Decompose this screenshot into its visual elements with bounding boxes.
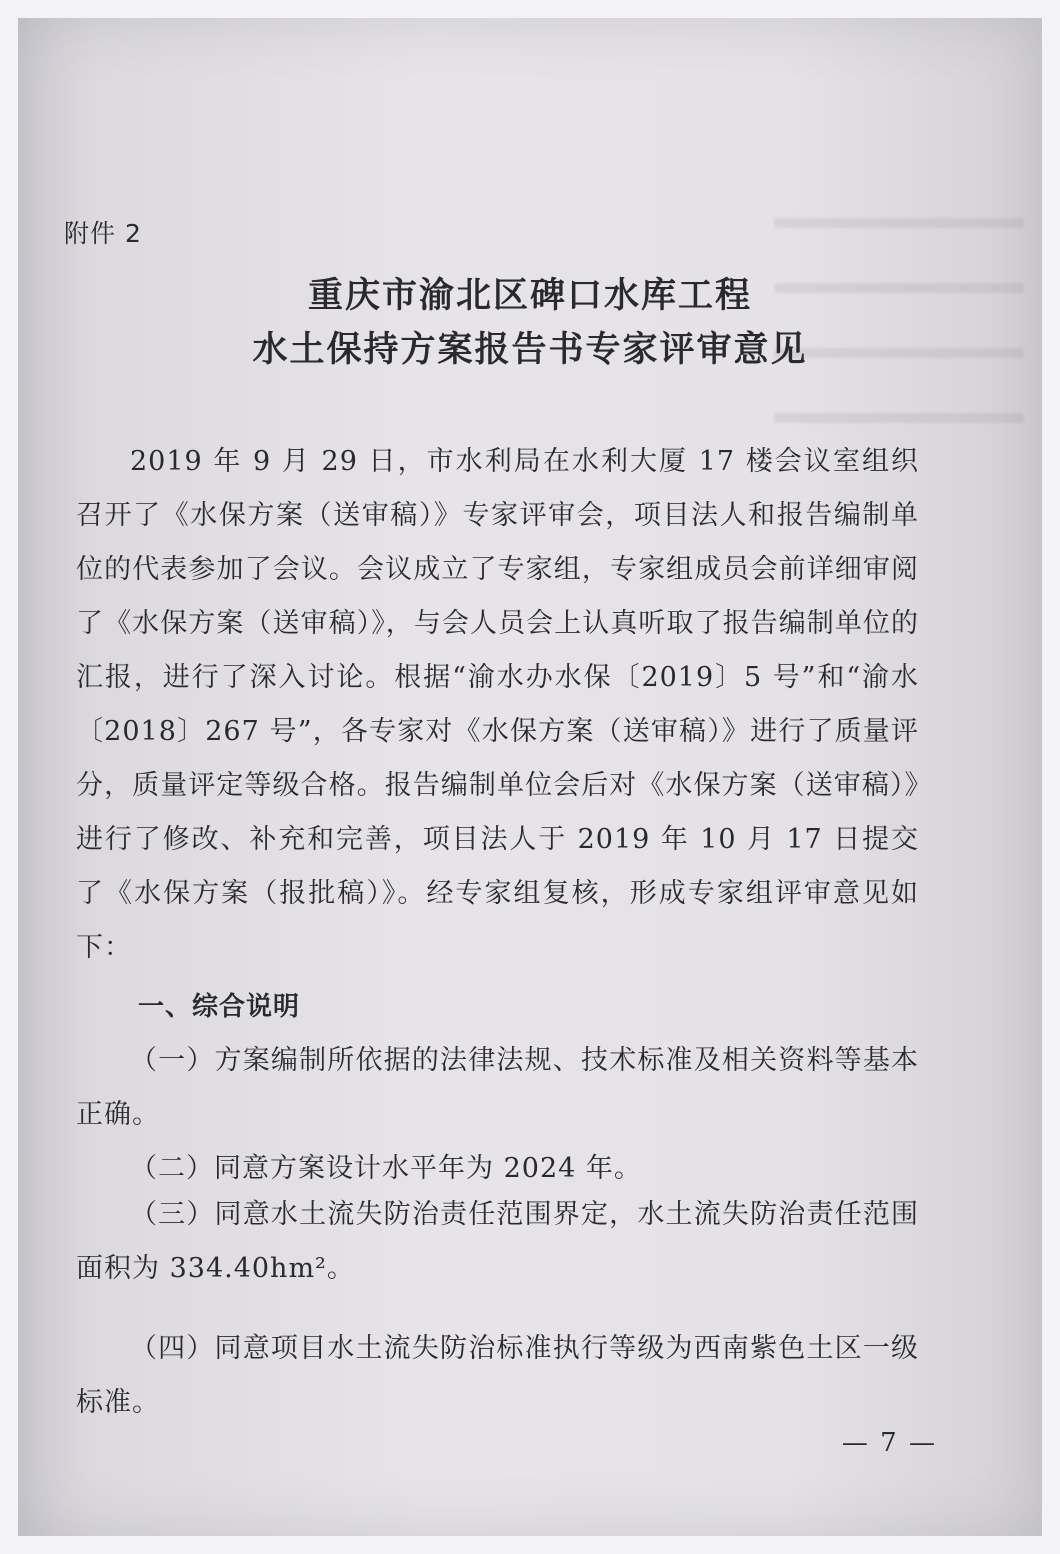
section-heading: 一、综合说明 bbox=[138, 992, 301, 1022]
document-title-line2: 水土保持方案报告书专家评审意见 bbox=[252, 330, 808, 370]
list-item: （三）同意水土流失防治责任范围界定，水土流失防治责任范围面积为 334.40hm²。 bbox=[76, 1199, 919, 1284]
document-title-line1: 重庆市渝北区碑口水库工程 bbox=[307, 276, 752, 316]
page-number: — 7 — bbox=[841, 1428, 937, 1458]
document-page bbox=[18, 18, 1042, 1536]
list-item: （一）方案编制所依据的法律法规、技术标准及相关资料等基本正确。 bbox=[76, 1045, 919, 1130]
document-photo bbox=[18, 18, 1042, 1536]
intro-paragraph: 2019 年 9 月 29 日，市水利局在水利大厦 17 楼会议室组织召开了《水保方案（送审稿）》专家评审会，项目法人和报告编制单位的代表参加了会议。会议成立了专家组，专家组成员会前详细审阅了《水保方案（送审稿）》，与会人员会上认真听取了报告编制单位的汇报，进行了深入讨论。根据“渝水办水保〔2019〕5 号”和“渝水〔2018〕267 号”，各专家对《水保方案（送审稿）》进行了质量评分，质量评定等级合格。报告编制单位会后对《水保方案（送审稿）》进行了修改、补充和完善，项目法人于 2019 年 10 月 17 日提交了《水保方案（报批稿）》。经专家组复核，形成专家组评审意见如下： bbox=[76, 446, 919, 963]
list-item: （二）同意方案设计水平年为 2024 年。 bbox=[130, 1153, 642, 1184]
attachment-label: 附件 2 bbox=[64, 219, 142, 248]
list-item: （四）同意项目水土流失防治标准执行等级为西南紫色土区一级标准。 bbox=[76, 1333, 919, 1418]
